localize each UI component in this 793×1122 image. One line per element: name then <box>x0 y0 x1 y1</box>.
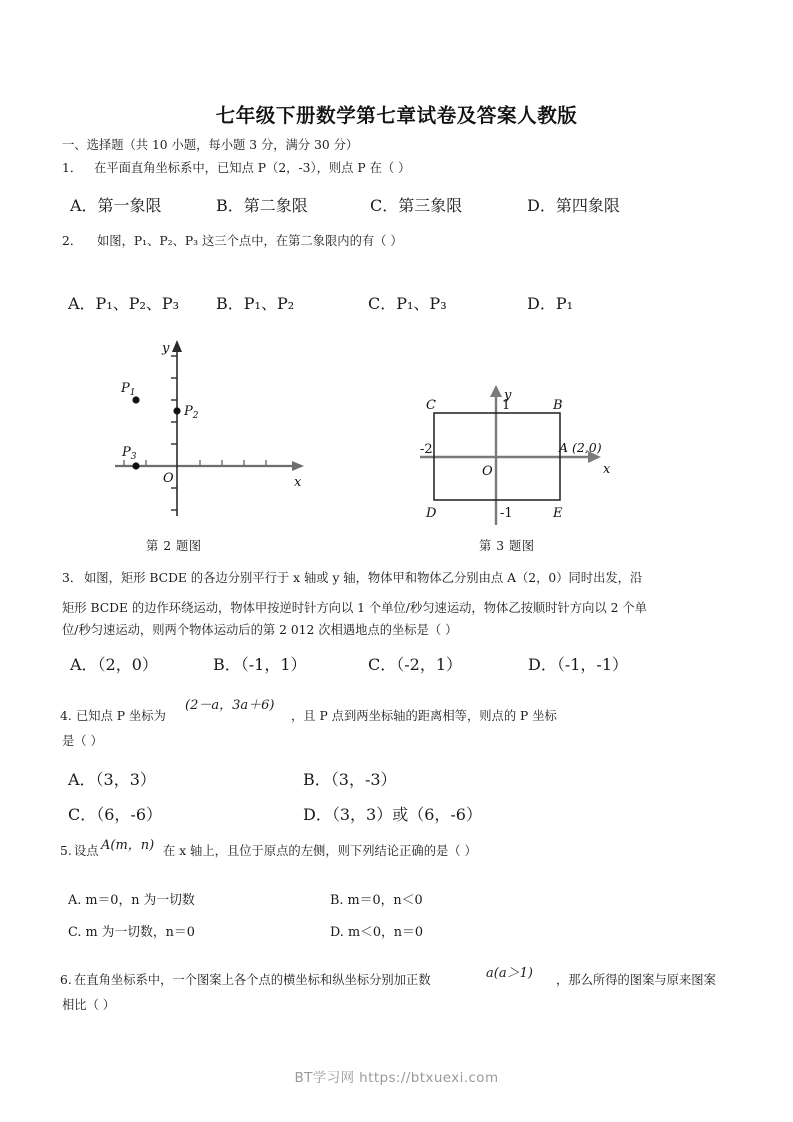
question-2-option-c[interactable]: C．P₁、P₃ <box>368 294 447 313</box>
point-p2-marker <box>173 407 180 414</box>
point-p2-label: $P_2$ <box>184 404 199 421</box>
section-heading: 一、选择题（共 10 小题，每小题 3 分，满分 30 分） <box>62 138 359 152</box>
question-6-number: 6. <box>60 973 72 987</box>
question-4-option-a[interactable]: A．（3，3） <box>68 770 156 789</box>
question-2-option-b[interactable]: B．P₁、P₂ <box>216 294 295 313</box>
question-5-stem-suffix: 在 x 轴上，且位于原点的左侧，则下列结论正确的是（ ） <box>163 844 477 858</box>
tick-label-left-neg2: -2 <box>420 442 433 457</box>
question-3-option-d[interactable]: D．（-1，-1） <box>528 655 629 674</box>
figure-3-x-axis-label: x <box>603 462 611 477</box>
y-axis-arrow <box>490 385 502 397</box>
figure-question-2 <box>110 330 325 520</box>
question-6-stem-suffix: ，那么所得的图案与原来图案 <box>556 973 716 987</box>
point-p3-marker <box>132 462 139 469</box>
vertex-label-e: E <box>553 506 563 521</box>
vertex-label-c: C <box>426 398 436 413</box>
figure-2-caption: 第 2 题图 <box>146 539 202 553</box>
question-1-number: 1． <box>62 161 83 175</box>
question-2-option-d[interactable]: D．P₁ <box>527 294 574 313</box>
question-4-stem-suffix: ，且 P 点到两坐标轴的距离相等，则点的 P 坐标 <box>291 709 557 723</box>
question-2-option-a[interactable]: A．P₁、P₂、P₃ <box>68 294 180 313</box>
vertex-label-b: B <box>553 398 563 413</box>
question-4-stem-prefix: 已知点 P 坐标为 <box>76 709 166 723</box>
point-p3-label: $P_3$ <box>122 445 137 462</box>
question-4-number: 4. <box>60 709 72 723</box>
question-3-option-b[interactable]: B．（-1，1） <box>213 655 307 674</box>
figure-2-svg <box>110 330 325 520</box>
question-5-number: 5. <box>60 844 72 858</box>
question-4-formula: (2－a，3a＋6) <box>185 698 275 713</box>
figure-3-svg <box>420 385 620 525</box>
question-5-formula: A(m，n) <box>101 838 155 853</box>
question-3-number: 3． <box>62 571 83 585</box>
vertex-label-d: D <box>426 506 437 521</box>
figure-3-origin-label: O <box>482 464 493 479</box>
question-2-number: 2． <box>62 234 83 248</box>
question-1-option-d[interactable]: D．第四象限 <box>527 196 620 215</box>
question-3-stem-line-2: 矩形 BCDE 的边作环绕运动，物体甲按逆时针方向以 1 个单位/秒匀速运动，物体乙按顺时针方向以 2 个单 <box>62 601 647 615</box>
question-2-stem: 如图，P₁、P₂、P₃ 这三个点中，在第二象限内的有（ ） <box>97 234 403 248</box>
question-1-option-b[interactable]: B．第二象限 <box>216 196 308 215</box>
footer-watermark: BT学习网 https://btxuexi.com <box>294 1070 499 1086</box>
question-5-option-d[interactable]: D. m＜0，n＝0 <box>330 925 423 940</box>
question-3-stem-line-1: 如图，矩形 BCDE 的各边分别平行于 x 轴或 y 轴，物体甲和物体乙分别由点 A（2，0）同时出发，沿 <box>84 571 643 585</box>
question-1-stem: 在平面直角坐标系中，已知点 P（2，-3），则点 P 在（ ） <box>94 161 411 175</box>
question-3-option-c[interactable]: C．（-2，1） <box>368 655 463 674</box>
tick-label-top-1: 1 <box>502 398 511 413</box>
question-4-option-d[interactable]: D．（3，3）或（6，-6） <box>303 805 482 824</box>
question-4-option-b[interactable]: B．（3，-3） <box>303 770 397 789</box>
figure-3-y-axis-label: y <box>504 388 512 403</box>
question-6-stem-line-2: 相比（ ） <box>62 998 116 1012</box>
question-5-option-a[interactable]: A. m＝0，n 为一切数 <box>68 893 195 908</box>
x-axis-arrow <box>292 461 304 471</box>
y-axis-arrow <box>172 340 182 352</box>
question-5-stem-prefix: 设点 <box>74 844 99 858</box>
tick-label-bottom-neg1: -1 <box>500 506 513 521</box>
figure-question-3 <box>420 385 620 525</box>
question-6-stem-prefix: 在直角坐标系中，一个图案上各个点的横坐标和纵坐标分别加正数 <box>74 973 431 987</box>
question-3-option-a[interactable]: A．（2，0） <box>70 655 158 674</box>
question-5-option-c[interactable]: C. m 为一切数，n＝0 <box>68 925 195 940</box>
question-4-stem-line-2: 是（ ） <box>62 734 103 748</box>
question-5-option-b[interactable]: B. m＝0，n＜0 <box>330 893 423 908</box>
question-3-stem-line-3: 位/秒匀速运动，则两个物体运动后的第 2 012 次相遇地点的坐标是（ ） <box>62 623 458 637</box>
figure-2-origin-label: O <box>163 471 174 486</box>
question-6-formula: a(a＞1) <box>486 966 533 981</box>
question-1-option-a[interactable]: A．第一象限 <box>70 196 162 215</box>
question-1-option-c[interactable]: C．第三象限 <box>370 196 463 215</box>
figure-2-y-axis-label: y <box>162 341 170 356</box>
figure-2-x-axis-label: x <box>294 475 302 490</box>
figure-3-caption: 第 3 题图 <box>479 539 535 553</box>
point-a-label: A (2,0) <box>559 440 602 455</box>
point-p1-label: $P_1$ <box>121 381 136 398</box>
question-4-option-c[interactable]: C．（6，-6） <box>68 805 163 824</box>
page-title: 七年级下册数学第七章试卷及答案人教版 <box>215 104 578 127</box>
